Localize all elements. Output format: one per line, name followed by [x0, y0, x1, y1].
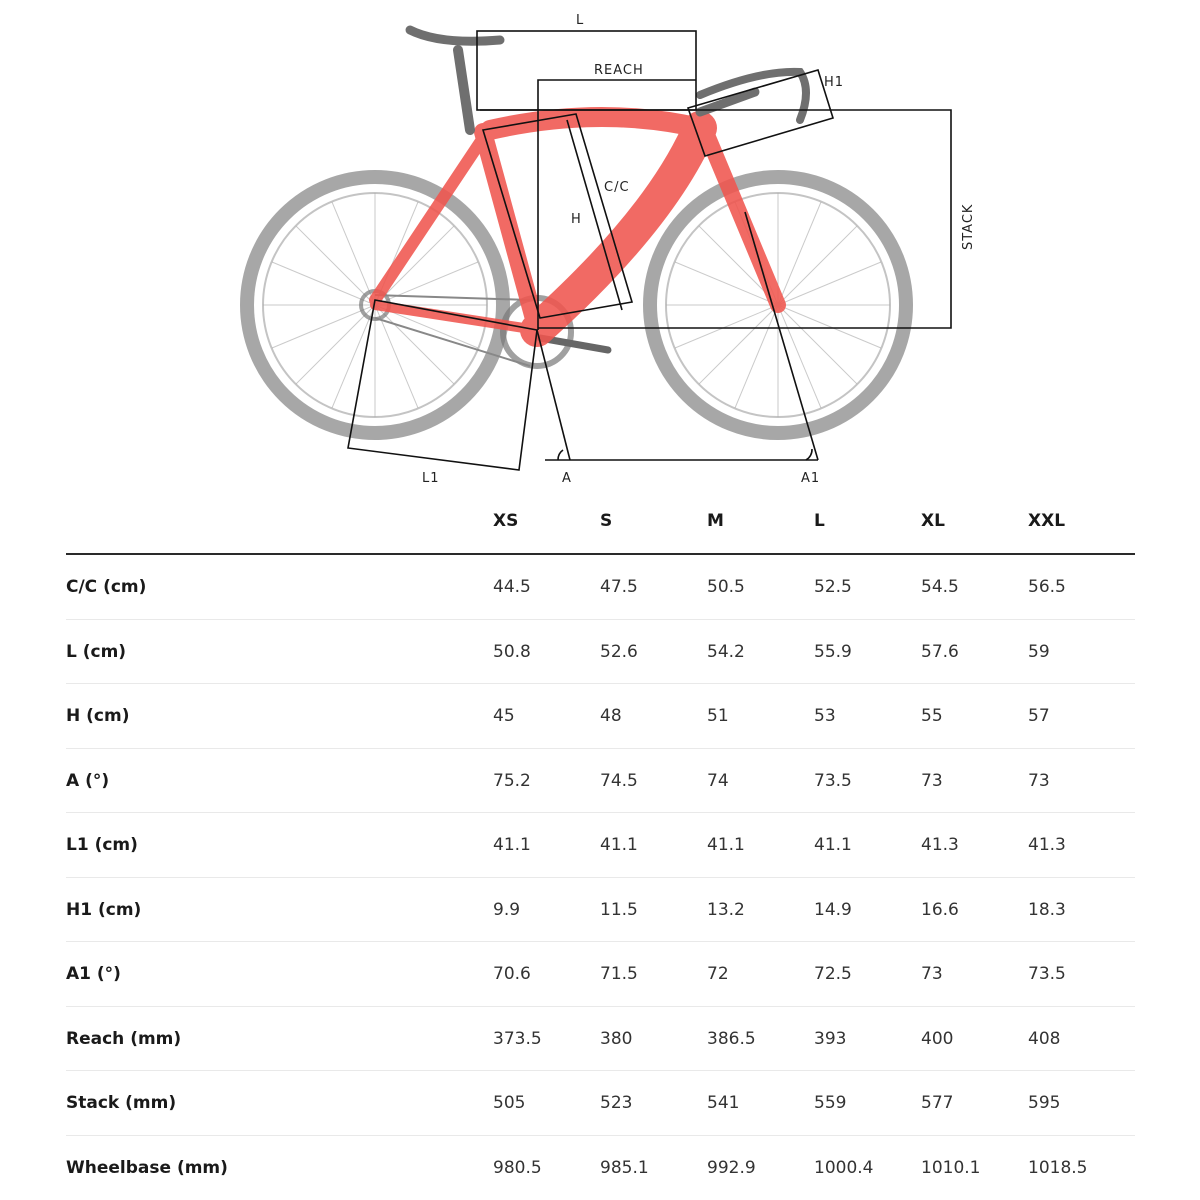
- table-row: [66, 555, 1135, 620]
- table-cell: 985.1: [600, 1157, 649, 1178]
- table-cell: 577: [921, 1093, 954, 1113]
- table-cell: 48: [600, 706, 622, 726]
- table-cell: 13.2: [707, 899, 745, 920]
- label-l1: L1: [422, 471, 440, 486]
- bike-geometry-diagram: [0, 0, 1200, 495]
- row-label: L1 (cm): [66, 835, 138, 855]
- table-cell: 41.3: [1028, 835, 1066, 855]
- table-row: [66, 813, 1135, 878]
- a-arc: [558, 450, 563, 460]
- table-cell: 74.5: [600, 770, 638, 791]
- table-cell: 523: [600, 1093, 633, 1113]
- table-cell: 380: [600, 1028, 633, 1049]
- table-cell: 400: [921, 1028, 954, 1049]
- table-cell: 1010.1: [921, 1157, 981, 1178]
- row-label: C/C (cm): [66, 577, 147, 597]
- table-cell: 52.6: [600, 641, 638, 662]
- a1-arc: [806, 449, 812, 460]
- table-cell: 1000.4: [814, 1157, 874, 1178]
- table-cell: 41.3: [921, 835, 959, 855]
- label-stack: STACK: [961, 203, 976, 250]
- row-label: Wheelbase (mm): [66, 1157, 228, 1178]
- table-cell: 14.9: [814, 899, 852, 920]
- table-cell: 541: [707, 1093, 740, 1113]
- bike-geometry-svg: [0, 0, 1200, 495]
- table-cell: 1018.5: [1028, 1157, 1088, 1178]
- table-cell: 57: [1028, 706, 1050, 726]
- size-header-row: [66, 495, 1135, 555]
- table-cell: 73.5: [1028, 964, 1066, 984]
- table-cell: 71.5: [600, 964, 638, 984]
- size-header: XL: [921, 511, 945, 531]
- table-cell: 73: [921, 770, 943, 791]
- table-cell: 16.6: [921, 899, 959, 920]
- table-cell: 559: [814, 1093, 847, 1113]
- table-cell: 55: [921, 706, 943, 726]
- l-box: [477, 31, 696, 110]
- row-label: L (cm): [66, 641, 127, 662]
- label-reach: REACH: [594, 63, 644, 78]
- label-l: L: [576, 13, 585, 28]
- table-row: [66, 1071, 1135, 1136]
- table-cell: 45: [493, 706, 515, 726]
- table-cell: 59: [1028, 641, 1050, 662]
- table-cell: 980.5: [493, 1157, 542, 1178]
- table-row: [66, 684, 1135, 749]
- table-cell: 73: [1028, 770, 1050, 791]
- label-h1: H1: [824, 75, 845, 90]
- table-cell: 74: [707, 770, 729, 791]
- table-cell: 55.9: [814, 641, 852, 662]
- geometry-table: [66, 495, 1135, 1199]
- table-cell: 41.1: [493, 835, 531, 855]
- table-cell: 70.6: [493, 964, 531, 984]
- table-cell: 44.5: [493, 577, 531, 597]
- table-cell: 54.5: [921, 577, 959, 597]
- row-label: H (cm): [66, 706, 130, 726]
- table-cell: 50.5: [707, 577, 745, 597]
- table-cell: 992.9: [707, 1157, 756, 1178]
- table-row: [66, 878, 1135, 943]
- size-header: XXL: [1028, 511, 1066, 531]
- table-cell: 72: [707, 964, 729, 984]
- table-cell: 53: [814, 706, 836, 726]
- table-cell: 52.5: [814, 577, 852, 597]
- table-cell: 595: [1028, 1093, 1061, 1113]
- head-angle-line: [745, 212, 818, 460]
- table-row: [66, 620, 1135, 685]
- size-header: XS: [493, 511, 519, 531]
- table-cell: 393: [814, 1028, 847, 1049]
- l1-box: [348, 300, 537, 470]
- table-row: [66, 1007, 1135, 1072]
- label-a1: A1: [801, 471, 821, 486]
- row-label: Reach (mm): [66, 1028, 182, 1049]
- table-cell: 408: [1028, 1028, 1061, 1049]
- table-cell: 373.5: [493, 1028, 542, 1049]
- table-cell: 41.1: [707, 835, 745, 855]
- row-label: H1 (cm): [66, 899, 142, 920]
- table-cell: 73: [921, 964, 943, 984]
- row-label: A (°): [66, 770, 110, 791]
- table-cell: 75.2: [493, 770, 531, 791]
- table-row: [66, 942, 1135, 1007]
- table-cell: 73.5: [814, 770, 852, 791]
- table-cell: 54.2: [707, 641, 745, 662]
- table-cell: 9.9: [493, 899, 521, 920]
- row-label: Stack (mm): [66, 1093, 177, 1113]
- table-row: [66, 749, 1135, 814]
- row-label: A1 (°): [66, 964, 121, 984]
- size-header: M: [707, 511, 724, 531]
- table-cell: 505: [493, 1093, 526, 1113]
- table-cell: 18.3: [1028, 899, 1066, 920]
- table-body: [66, 555, 1135, 1199]
- table-cell: 41.1: [814, 835, 852, 855]
- table-cell: 41.1: [600, 835, 638, 855]
- label-h: H: [571, 212, 582, 227]
- table-cell: 47.5: [600, 577, 638, 597]
- label-a: A: [562, 471, 572, 486]
- table-cell: 72.5: [814, 964, 852, 984]
- table-cell: 51: [707, 706, 729, 726]
- label-cc: C/C: [604, 180, 630, 195]
- size-header: L: [814, 511, 825, 531]
- table-cell: 56.5: [1028, 577, 1066, 597]
- table-cell: 386.5: [707, 1028, 756, 1049]
- table-cell: 11.5: [600, 899, 638, 920]
- table-row: [66, 1136, 1135, 1200]
- table-cell: 57.6: [921, 641, 959, 662]
- size-header: S: [600, 511, 613, 531]
- table-cell: 50.8: [493, 641, 531, 662]
